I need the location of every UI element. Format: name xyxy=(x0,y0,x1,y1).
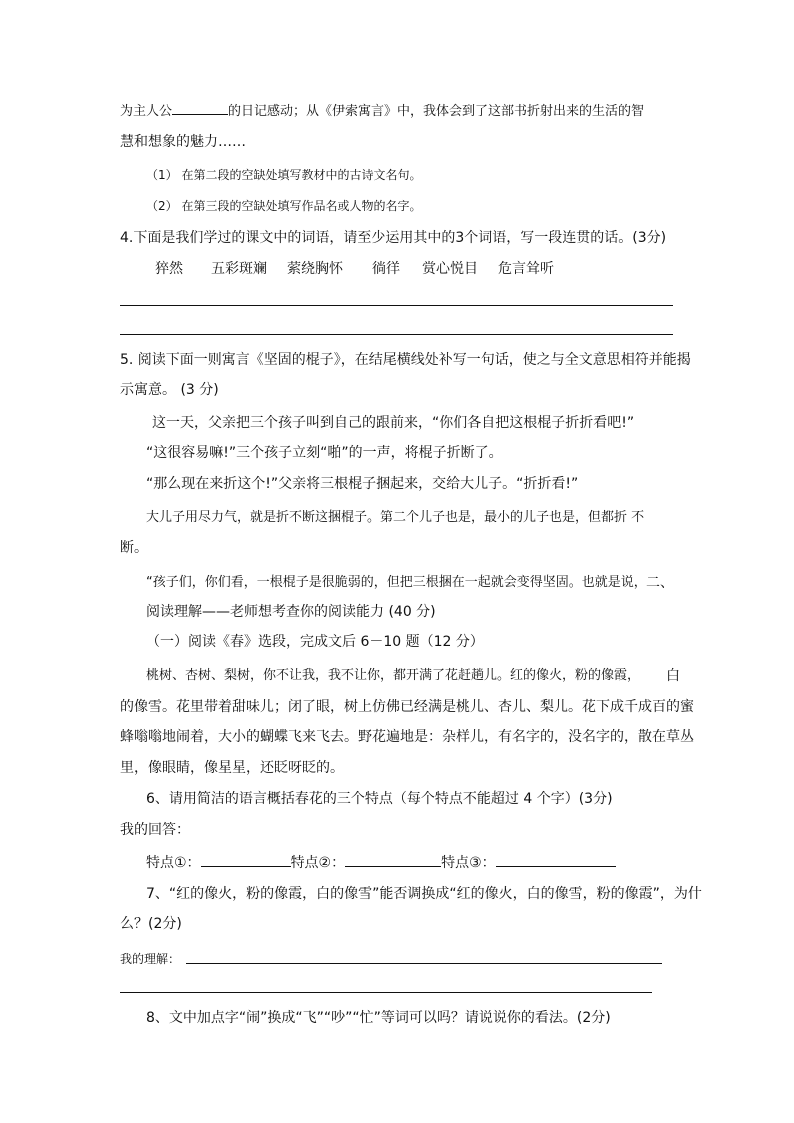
fable-para-5: “孩子们，你们看，一根棍子是很脆弱的，但把三根捆在一起就会变得坚固。也就是说， xyxy=(146,575,647,590)
fable-para-2: “这很容易嘛!”三个孩子立刻“啪”的一声，将棍子折断了。 xyxy=(146,445,503,461)
section-2-sub: （一）阅读《春》选段，完成文后 6－10 题（12 分） xyxy=(146,634,484,650)
answer-line[interactable] xyxy=(120,334,673,335)
answer-line[interactable] xyxy=(120,992,652,993)
q6-features xyxy=(146,852,616,873)
question-6-prompt: 6、请用简洁的语言概括春花的三个特点（每个特点不能超过 4 个字）(3分) xyxy=(146,791,613,807)
question-7-prompt-line-2: 么？(2分) xyxy=(120,916,182,932)
q4-word-3: 萦绕胸怀 xyxy=(287,261,343,277)
sub-question-1: （1） 在第二段的空缺处填写教材中的古诗文名句。 xyxy=(146,168,422,182)
section-two-number: 二、 xyxy=(646,575,674,591)
fable-para-4-line-1: 大儿子用尽力气，就是折不断这捆棍子。第二个儿子也是，最小的儿子也是，但都折 不 xyxy=(146,510,645,525)
question-5-prompt-line-2: 示寓意。 (3 分) xyxy=(120,382,219,398)
answer-line[interactable] xyxy=(120,305,673,306)
answer-blank[interactable] xyxy=(172,100,228,115)
question-5-prompt-line-1: 5. 阅读下面一则寓言《坚固的棍子》，在结尾横线处补写一句话，使之与全文意思相符并能揭 xyxy=(120,352,691,368)
sub-question-2: （2） 在第三段的空缺处填写作品名或人物的名字。 xyxy=(146,199,422,213)
feature-3-blank[interactable] xyxy=(496,852,616,867)
feature-3-label: 特点③： xyxy=(441,855,496,871)
question-4-prompt: 4.下面是我们学过的课文中的词语，请至少运用其中的3个词语，写一段连贯的话。(3分) xyxy=(120,230,667,246)
q4-word-5: 赏心悦目 xyxy=(422,261,478,277)
answer-line[interactable] xyxy=(186,963,662,964)
passage-line-3: 蜂嗡嗡地闹着，大小的蝴蝶飞来飞去。野花遍地是：杂样儿，有名字的，没名字的，散在草丛 xyxy=(120,729,694,745)
fable-para-4-line-2: 断。 xyxy=(120,540,148,556)
feature-1-blank[interactable] xyxy=(201,852,291,867)
feature-1-label: 特点①： xyxy=(146,855,201,871)
continuation-text-a: 为主人公 xyxy=(120,104,173,119)
continuation-line-1 xyxy=(120,100,644,122)
q4-word-6: 危言耸听 xyxy=(498,261,554,277)
q4-word-4: 徜徉 xyxy=(372,261,400,277)
q6-answer-label: 我的回答： xyxy=(120,822,190,838)
question-8-prompt: 8、文中加点字“闹”换成“飞”“吵”“忙”等词可以吗？请说说你的看法。(2分) xyxy=(146,1010,611,1026)
passage-line-4: 里，像眼睛，像星星，还眨呀眨的。 xyxy=(120,760,344,776)
q7-answer-label: 我的理解： xyxy=(120,952,181,966)
feature-2-label: 特点②： xyxy=(290,855,346,871)
section-2-title: 阅读理解——老师想考查你的阅读能力 (40 分) xyxy=(146,604,436,620)
q4-word-1: 猝然 xyxy=(155,261,183,277)
continuation-text-b: 的日记感动；从《伊索寓言》中，我体会到了这部书折射出来的生活的智 xyxy=(228,104,645,119)
passage-line-1: 桃树、杏树、梨树，你不让我，我不让你，都开满了花赶趟儿。红的像火，粉的像霞， xyxy=(146,668,641,683)
q4-word-2: 五彩斑斓 xyxy=(211,261,267,277)
continuation-line-2: 慧和想象的魅力…… xyxy=(120,134,246,150)
passage-line-1-end: 白 xyxy=(666,668,680,684)
question-7-prompt-line-1: 7、“红的像火，粉的像霞，白的像雪”能否调换成“红的像火，白的像雪，粉的像霞”，为什 xyxy=(146,886,702,902)
fable-para-3: “那么现在来折这个!”父亲将三根棍子捆起来，交给大儿子。“折折看!” xyxy=(146,476,579,492)
passage-line-2: 的像雪。花里带着甜味儿；闭了眼，树上仿佛已经满是桃儿、杏儿、梨儿。花下成千成百的蜜 xyxy=(120,699,694,715)
feature-2-blank[interactable] xyxy=(345,852,441,867)
fable-para-1: 这一天，父亲把三个孩子叫到自己的跟前来，“你们各自把这根棍子折折看吧!” xyxy=(152,415,635,431)
